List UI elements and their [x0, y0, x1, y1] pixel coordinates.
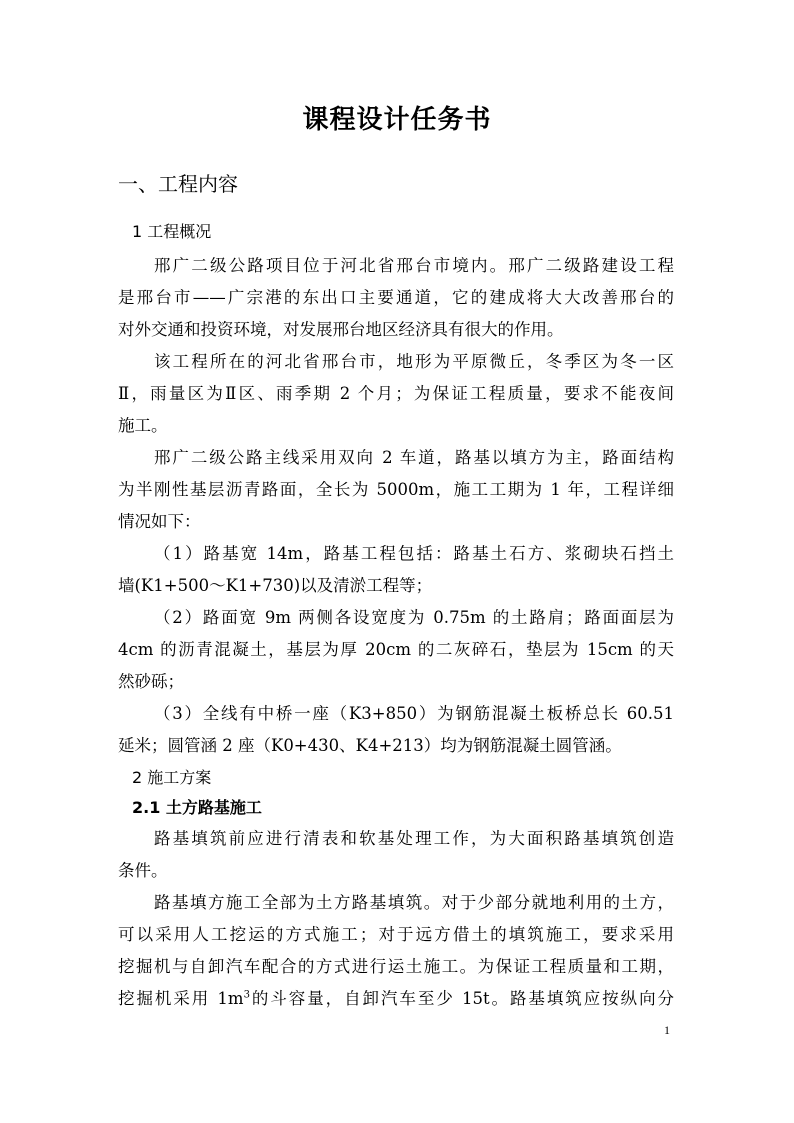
paragraph-line: 然砂砾； [118, 672, 184, 691]
paragraph-line: 对外交通和投资环境，对发展邢台地区经济具有很大的作用。 [118, 320, 564, 339]
paragraph-line: 墙(K1+500～K1+730)以及清淤工程等； [118, 576, 433, 595]
paragraph-line: 延米；圆管涵 2 座（K0+430、K4+213）均为钢筋混凝土圆管涵。 [118, 736, 622, 755]
paragraph-line: （2）路面宽 9m 两侧各设宽度为 0.75m 的土路肩；路面面层为 [154, 608, 674, 627]
paragraph-line: 施工。 [118, 416, 168, 435]
section-heading-1: 一、工程内容 [118, 172, 238, 196]
superscript: 3 [243, 989, 250, 1001]
paragraph-line: 是邢台市——广宗港的东出口主要通道，它的建成将大大改善邢台的 [118, 288, 674, 307]
paragraph-line: 条件。 [118, 861, 168, 880]
paragraph-line: 可以采用人工挖运的方式施工；对于远方借土的填筑施工，要求采用 [118, 925, 674, 944]
paragraph-line: Ⅱ，雨量区为Ⅱ区、雨季期 2 个月；为保证工程质量，要求不能夜间 [118, 384, 674, 403]
text-segment: 的斗容量，自卸汽车至少 15t。路基填筑应按纵向分 [249, 989, 674, 1008]
subsection-heading-1: 1 工程概况 [132, 222, 212, 241]
subsection-heading-2-1: 2.1 土方路基施工 [132, 798, 262, 817]
paragraph-line: （3）全线有中桥一座（K3+850）为钢筋混凝土板桥总长 60.51 [154, 704, 674, 723]
paragraph-line: 为半刚性基层沥青路面，全长为 5000m，施工工期为 1 年，工程详细 [118, 480, 674, 499]
paragraph-line: 4cm 的沥青混凝土，基层为厚 20cm 的二灰碎石，垫层为 15cm 的天 [118, 640, 674, 659]
subsection-heading-2: 2 施工方案 [132, 768, 212, 787]
paragraph-line: 邢广二级公路项目位于河北省邢台市境内。邢广二级路建设工程 [154, 256, 674, 275]
paragraph-line: 路基填筑前应进行清表和软基处理工作，为大面积路基填筑创造 [154, 829, 674, 848]
page-number: 1 [664, 1023, 670, 1037]
paragraph-line: 该工程所在的河北省邢台市，地形为平原微丘，冬季区为冬一区 [154, 352, 674, 371]
paragraph-line-last [118, 986, 674, 1012]
paragraph-line: 路基填方施工全部为土方路基填筑。对于少部分就地利用的土方， [154, 893, 674, 912]
paragraph-line: 邢广二级公路主线采用双向 2 车道，路基以填方为主，路面结构 [154, 448, 674, 467]
document-title: 课程设计任务书 [302, 105, 492, 135]
paragraph-line: 情况如下： [118, 512, 201, 531]
text-segment: 挖掘机采用 1m [118, 989, 244, 1008]
paragraph-line: 挖掘机与自卸汽车配合的方式进行运土施工。为保证工程质量和工期， [118, 957, 674, 976]
paragraph-line: （1）路基宽 14m，路基工程包括：路基土石方、浆砌块石挡土 [154, 544, 674, 563]
